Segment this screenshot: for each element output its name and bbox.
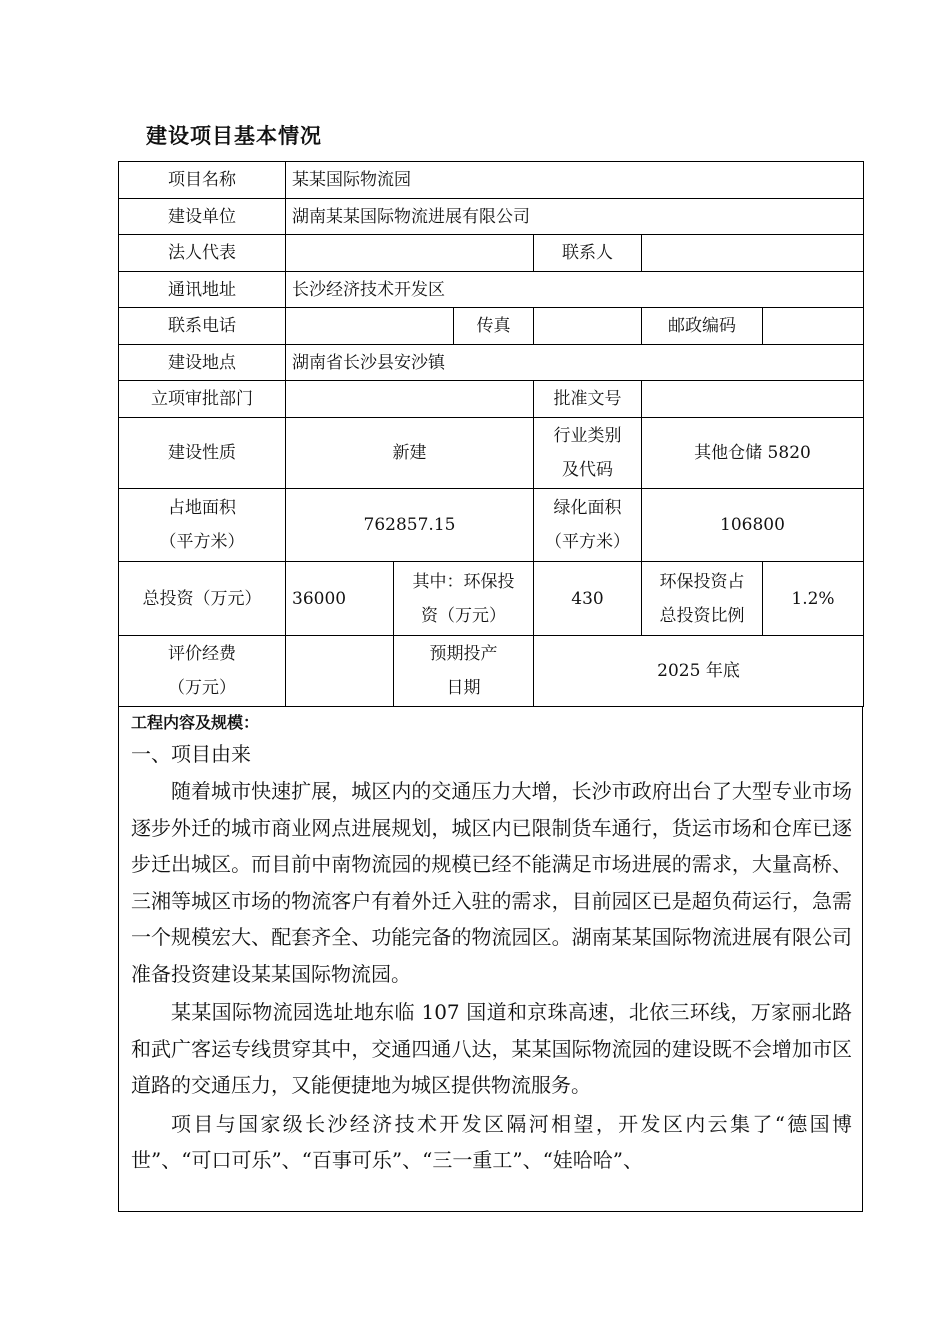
site-label: 建设地点 bbox=[119, 345, 286, 381]
env-ratio-value: 1.2% bbox=[763, 562, 864, 636]
approval-no-label: 批准文号 bbox=[534, 381, 642, 418]
approval-dept-label: 立项审批部门 bbox=[119, 381, 286, 418]
env-ratio-label bbox=[642, 562, 763, 636]
row-legal-rep bbox=[119, 235, 864, 272]
green-label bbox=[534, 489, 642, 562]
env-invest-label-line2: 资（万元） bbox=[421, 605, 506, 626]
green-value: 106800 bbox=[642, 489, 864, 562]
industry-label-line2: 及代码 bbox=[562, 460, 613, 480]
paragraph: 某某国际物流园选址地东临 107 国道和京珠高速，北依三环线，万家丽北路和武广客运专线贯穿其中，交通四通八达，某某国际物流园的建设既不会增加市区道路的交通压力，又能便捷地为城区提供物流服务。 bbox=[131, 1000, 852, 1097]
approval-dept-value bbox=[286, 381, 534, 418]
date-label-line2: 日期 bbox=[446, 678, 481, 698]
section-title: 一、项目由来 bbox=[131, 742, 251, 766]
row-area bbox=[119, 489, 864, 562]
date-label bbox=[394, 636, 534, 707]
area-label-line2: （平方米） bbox=[159, 532, 245, 552]
legal-rep-value bbox=[286, 235, 534, 272]
page-title: 建设项目基本情况 bbox=[146, 124, 322, 148]
site-value: 湖南省长沙县安沙镇 bbox=[286, 345, 864, 381]
approval-no-value bbox=[642, 381, 864, 418]
industry-value: 其他仓储 5820 bbox=[642, 418, 864, 489]
fax-label: 传真 bbox=[454, 308, 534, 345]
project-content-section bbox=[118, 707, 863, 1212]
row-site bbox=[119, 345, 864, 381]
nature-label: 建设性质 bbox=[119, 418, 286, 489]
date-label-line1: 预期投产 bbox=[429, 644, 498, 664]
area-value: 762857.15 bbox=[286, 489, 534, 562]
paragraph: 项目与国家级长沙经济技术开发区隔河相望，开发区内云集了“德国博世”、“可口可乐”、“百事可乐”、“三一重工”、“娃哈哈”、 bbox=[131, 1111, 852, 1172]
fee-value bbox=[286, 636, 394, 707]
contact-person-value bbox=[642, 235, 864, 272]
row-fee bbox=[119, 636, 864, 707]
area-label-line1: 占地面积 bbox=[168, 498, 236, 518]
row-builder bbox=[119, 199, 864, 235]
contact-person-label: 联系人 bbox=[534, 235, 642, 272]
area-label bbox=[119, 489, 286, 562]
env-ratio-label-line1: 环保投资占 bbox=[659, 571, 745, 592]
project-name-value: 某某国际物流园 bbox=[286, 162, 864, 199]
postcode-value bbox=[763, 308, 864, 345]
content-heading: 工程内容及规模： bbox=[131, 713, 260, 732]
industry-label-line1: 行业类别 bbox=[553, 426, 622, 446]
row-investment bbox=[119, 562, 864, 636]
green-label-line1: 绿化面积 bbox=[553, 498, 622, 518]
nature-value: 新建 bbox=[286, 418, 534, 489]
address-label: 通讯地址 bbox=[119, 272, 286, 308]
invest-label: 总投资（万元） bbox=[119, 562, 286, 636]
row-phone bbox=[119, 308, 864, 345]
env-invest-value: 430 bbox=[534, 562, 642, 636]
row-project-name bbox=[119, 162, 864, 199]
env-invest-label bbox=[394, 562, 534, 636]
legal-rep-label: 法人代表 bbox=[119, 235, 286, 272]
env-ratio-label-line2: 总投资比例 bbox=[659, 605, 745, 626]
fax-value bbox=[534, 308, 642, 345]
postcode-label: 邮政编码 bbox=[642, 308, 763, 345]
builder-label: 建设单位 bbox=[119, 199, 286, 235]
invest-value: 36000 bbox=[286, 562, 394, 636]
project-name-label: 项目名称 bbox=[119, 162, 286, 199]
phone-value bbox=[286, 308, 454, 345]
fee-label-line1: 评价经费 bbox=[168, 644, 236, 664]
date-value: 2025 年底 bbox=[534, 636, 864, 707]
row-approval bbox=[119, 381, 864, 418]
project-info-table bbox=[118, 161, 864, 707]
env-invest-label-line1: 其中：环保投 bbox=[412, 571, 515, 592]
industry-label bbox=[534, 418, 642, 489]
phone-label: 联系电话 bbox=[119, 308, 286, 345]
row-nature bbox=[119, 418, 864, 489]
fee-label-line2: （万元） bbox=[168, 678, 236, 698]
row-address bbox=[119, 272, 864, 308]
paragraph: 随着城市快速扩展，城区内的交通压力大增，长沙市政府出台了大型专业市场逐步外迁的城市商业网点进展规划，城区内已限制货车通行，货运市场和仓库已逐步迁出城区。而目前中南物流园的规模已经不能满足市场进展的需求，大量高桥、三湘等城区市场的物流客户有着外迁入驻的需求，目前园区已是超负荷运行，急需一个规模宏大、配套齐全、功能完备的物流园区。湖南某某国际物流进展有限公司准备投资建设某某国际物流园。 bbox=[131, 779, 852, 986]
builder-value: 湖南某某国际物流进展有限公司 bbox=[286, 199, 864, 235]
green-label-line2: （平方米） bbox=[545, 532, 630, 552]
fee-label bbox=[119, 636, 286, 707]
address-value: 长沙经济技术开发区 bbox=[286, 272, 864, 308]
